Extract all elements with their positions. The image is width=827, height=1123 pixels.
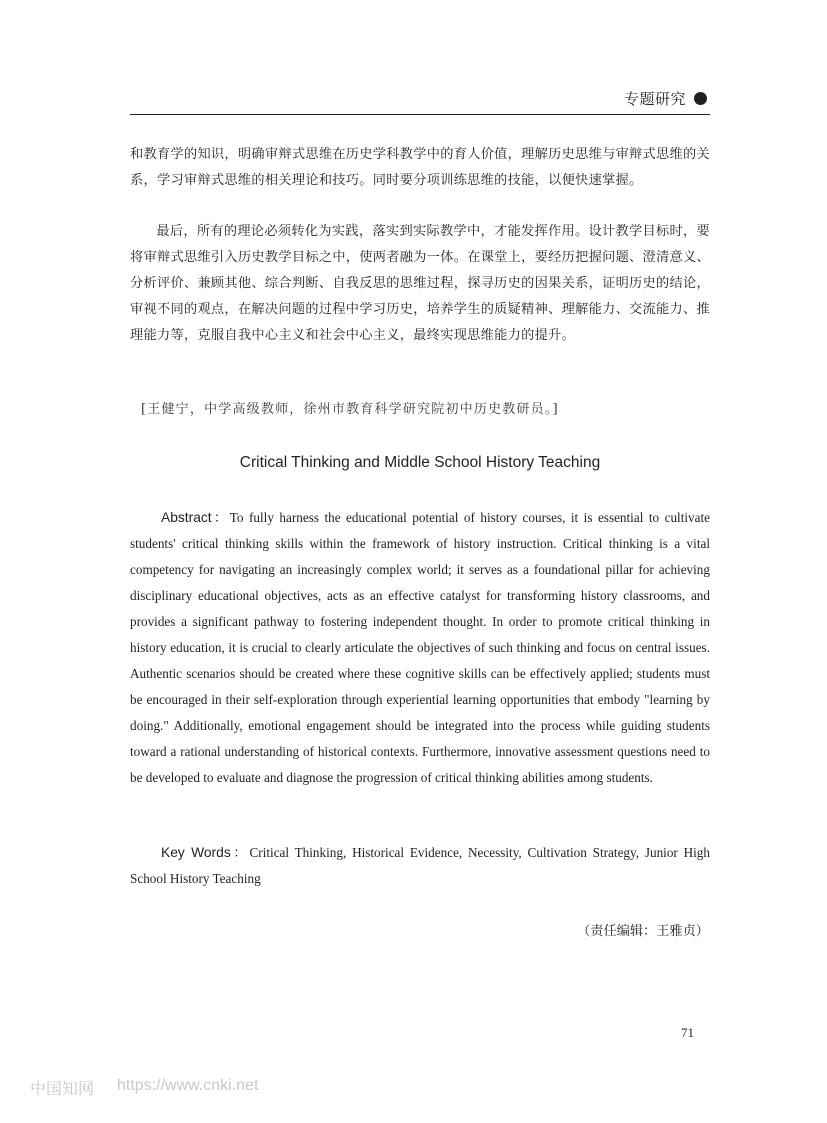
abstract-text: To fully harness the educational potential of history courses, it is essential to cultivate students' critical thinking skills within the framework of history instruction. Critical thinking is a vital competency for navigating an increasingly complex world; it serves as a foundational pillar for achieving disciplinary educational objectives, acts as an effective catalyst for transforming history classrooms, and provides a significant pathway to fostering independent thought. In order to promote critical thinking in history education, it is crucial to clearly articulate the objectives of such thinking and focus on central issues. Authentic scenarios should be created where these cognitive skills can be effectively applied; students must be encouraged in their self-exploration through experiential learning opportunities that embody "learning by doing." Additionally, emotional engagement should be integrated into the process while guiding students toward a rational understanding of historical contexts. Furthermore, innovative assessment questions need to be developed to evaluate and diagnose the progression of critical thinking abilities among students. bbox=[130, 510, 710, 785]
responsible-editor: （责任编辑：王雅贞） bbox=[577, 924, 709, 939]
author-bio: [王健宁，中学高级教师，徐州市教育科学研究院初中历史教研员。] bbox=[141, 402, 559, 417]
watermark-logo: 中国知网 bbox=[30, 1079, 95, 1098]
body-paragraph-1: 和教育学的知识，明确审辩式思维在历史学科教学中的育人价值，理解历史思维与审辩式思维的关系，学习审辩式思维的相关理论和技巧。同时要分项训练思维的技能，以便快速掌握。 bbox=[130, 147, 710, 188]
english-title: Critical Thinking and Middle School History Teaching bbox=[239, 454, 601, 471]
abstract bbox=[130, 505, 710, 791]
keywords-label: Key Words： bbox=[161, 845, 250, 860]
keywords-text: Critical Thinking, Historical Evidence, Necessity, Cultivation Strategy, Junior High School History Teaching bbox=[130, 845, 710, 886]
keywords bbox=[130, 840, 710, 892]
header-rule bbox=[130, 114, 710, 115]
body-paragraph-2: 最后，所有的理论必须转化为实践，落实到实际教学中，才能发挥作用。设计教学目标时，要将审辩式思维引入历史教学目标之中，使两者融为一体。在课堂上，要经历把握问题、澄清意义、分析评价、兼顾其他、综合判断、自我反思的思维过程，探寻历史的因果关系，证明历史的结论，审视不同的观点，在解决问题的过程中学习历史，培养学生的质疑精神、理解能力、交流能力、推理能力等，克服自我中心主义和社会中心主义，最终实现思维能力的提升。 bbox=[130, 224, 710, 343]
section-bullet-icon bbox=[694, 92, 707, 105]
watermark-url: https://www.cnki.net bbox=[117, 1077, 259, 1094]
page-number: 71 bbox=[681, 1025, 694, 1040]
section-title: 专题研究 bbox=[624, 90, 687, 108]
abstract-label: Abstract： bbox=[161, 510, 230, 525]
